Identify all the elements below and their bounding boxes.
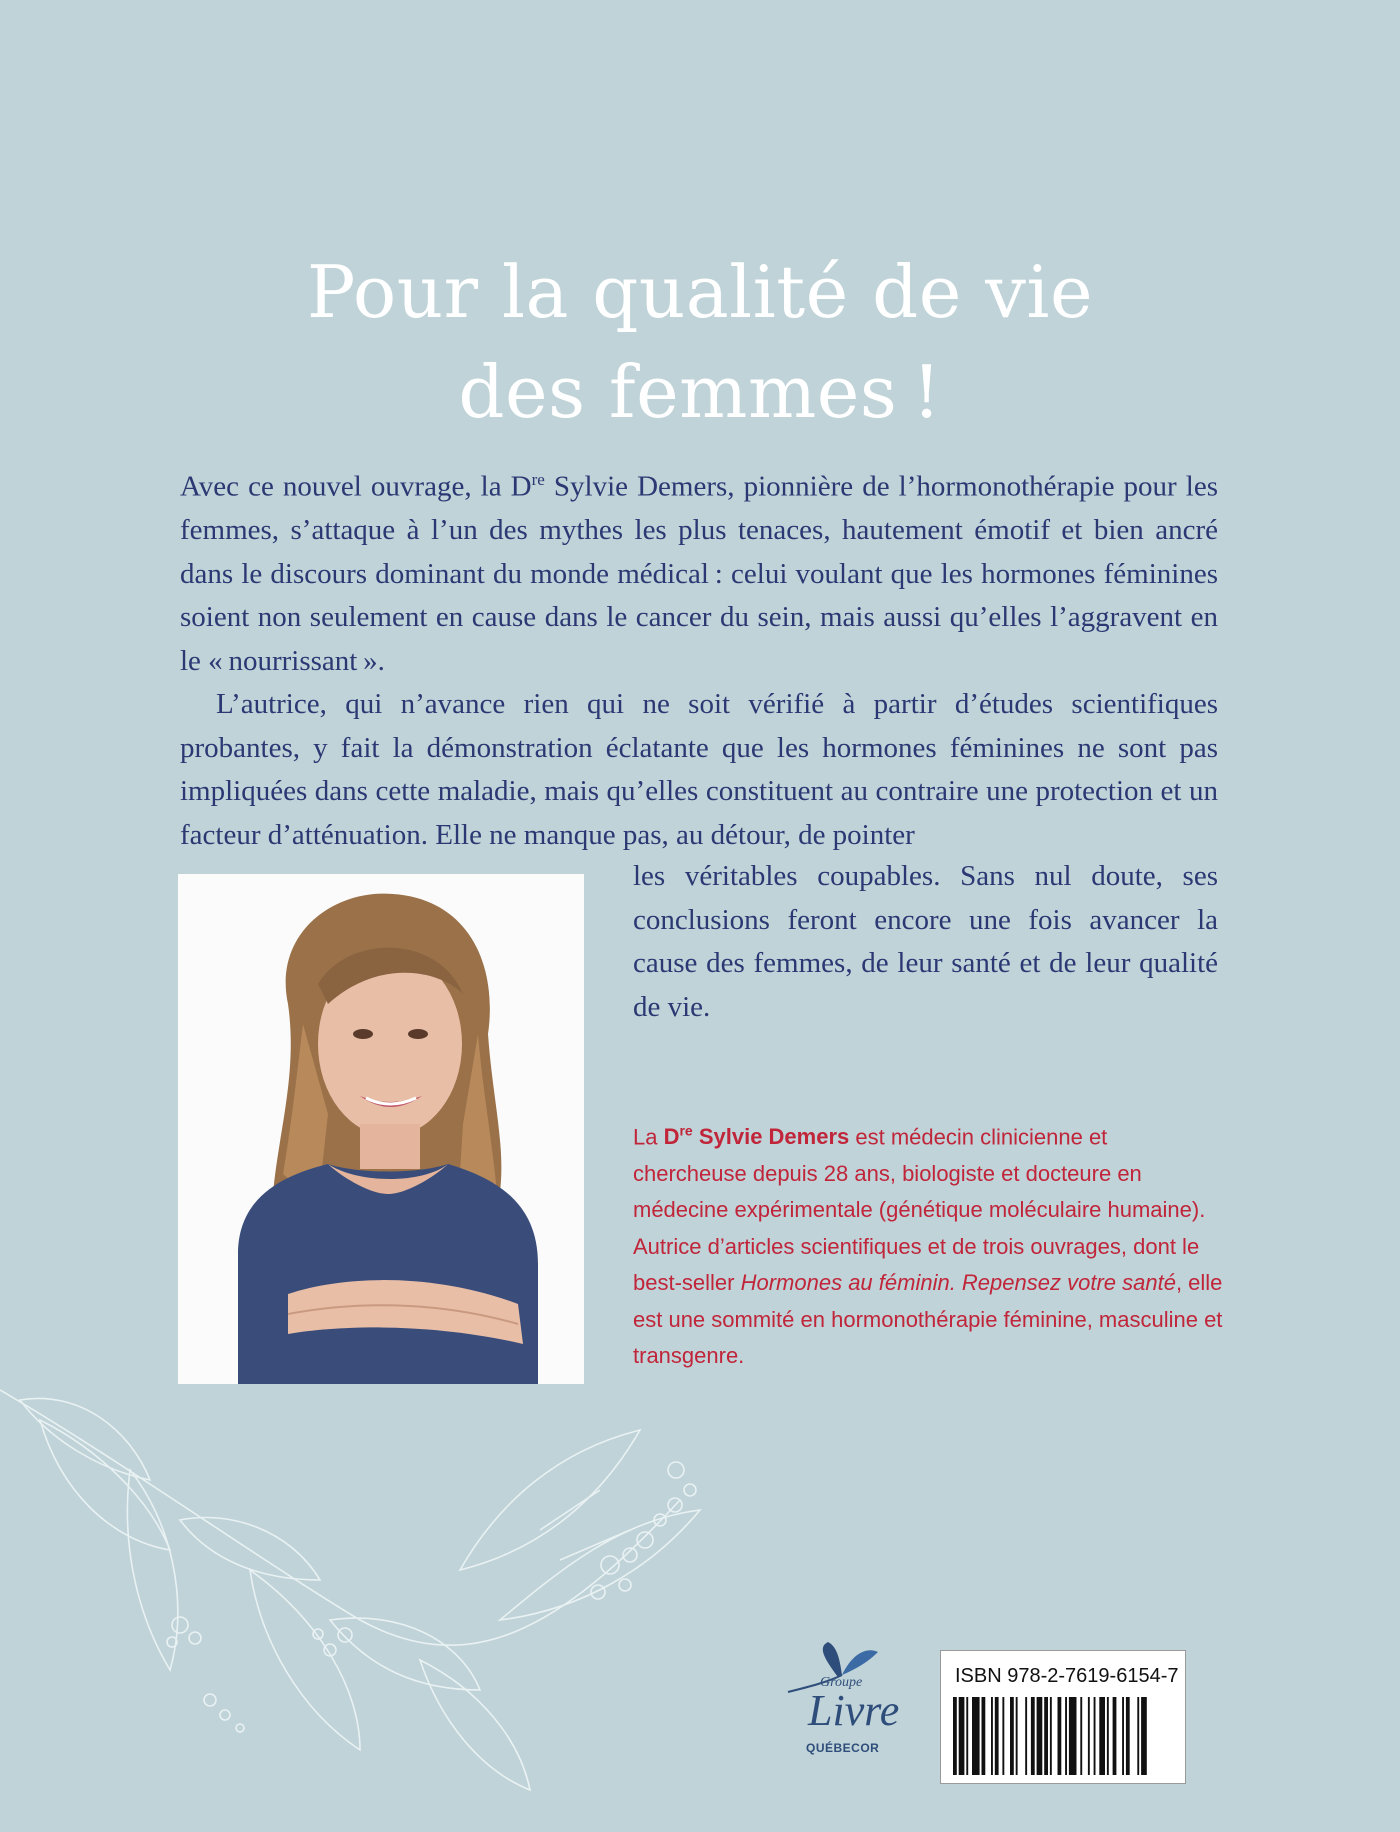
author-photo bbox=[178, 874, 584, 1384]
leaf-illustration bbox=[0, 1370, 720, 1832]
barcode-icon bbox=[953, 1697, 1173, 1775]
description-paragraph-2: L’autrice, qui n’avance rien qui ne soit vérifié à partir d’études scientifiques probantes, y fait la démonstration éclatante que les hormones féminines ne sont pas impliquées dans cette maladie, mais qu’elles constituent au contraire une protection et un facteur d’atténuation. Elle ne manque pas, au détour, de pointer bbox=[180, 688, 1218, 851]
description-paragraph-2-continued: les véritables coupables. Sans nul doute, ses conclusions feront encore une fois avancer la cause des femmes, de leur santé et de leur qualité de vie. bbox=[633, 860, 1218, 1023]
publisher-logo bbox=[778, 1637, 928, 1787]
description-paragraph-1: Avec ce nouvel ouvrage, la Dre Sylvie Demers, pionnière de l’hormonothérapie pour les femmes, s’attaque à l’un des mythes les plus tenaces, hautement émotif et bien ancré dans le discours dominant du monde médical : celui voulant que les hormones féminines soient non seulement en cause dans le cancer du sein, mais aussi qu’elles l’aggravent en le « nourrissant ». bbox=[180, 470, 1219, 677]
title-line-1: Pour la qualité de vie bbox=[306, 250, 1094, 334]
author-name: Dre Sylvie Demers bbox=[663, 1123, 850, 1150]
author-bio: La Dre Sylvie Demers est médecin clinicienne et chercheuse depuis 28 ans, biologiste et docteure en médecine expérimentale (génétique moléculaire humaine). Autrice d’articles scientifiques et de trois ouvrages, dont le best-seller Hormones au féminin. Repensez votre santé, elle est une sommité en hormonothérapie féminine, masculine et transgenre. bbox=[633, 1123, 1223, 1369]
logo-groupe: Groupe bbox=[820, 1675, 863, 1690]
logo-livre: Livre bbox=[808, 1686, 900, 1735]
isbn-barcode bbox=[940, 1650, 1186, 1784]
logo-quebecor: QUÉBECOR bbox=[806, 1741, 880, 1755]
description-continued bbox=[633, 855, 1218, 1029]
book-title: Hormones au féminin. Repensez votre santé bbox=[740, 1270, 1176, 1296]
cover-title bbox=[0, 242, 1400, 442]
isbn-number: ISBN 978-2-7619-6154-7 bbox=[955, 1665, 1179, 1687]
title-line-2: des femmes ! bbox=[458, 350, 942, 434]
description bbox=[180, 458, 1218, 857]
